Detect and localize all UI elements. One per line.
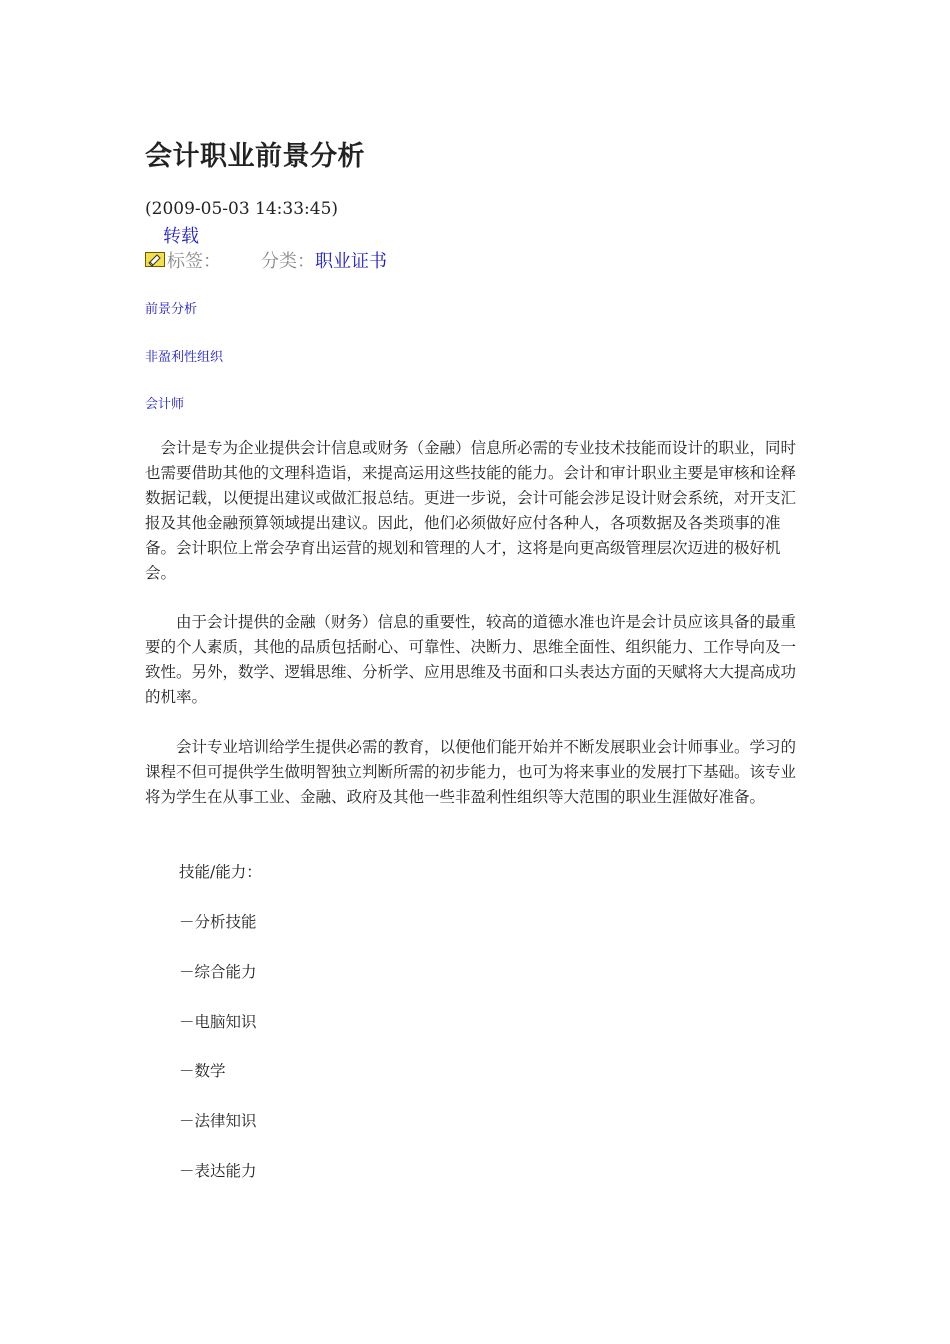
skills-heading: 技能/能力：	[179, 863, 262, 881]
skill-item: －电脑知识	[179, 1013, 257, 1031]
category-label: 分类：	[261, 251, 315, 272]
skill-item: －综合能力	[179, 963, 257, 981]
paragraph-3: 会计专业培训给学生提供必需的教育，以便他们能开始并不断发展职业会计师事业。学习的课程不但可提供学生做明智独立判断所需的初步能力，也可为将来事业的发展打下基础。该专业将为学生在从事工业、金融、政府及其他一些非盈利性组织等大范围的职业生涯做好准备。	[145, 738, 797, 806]
tag-link-accountant[interactable]: 会计师	[145, 397, 185, 412]
skill-item: －法律知识	[179, 1112, 257, 1130]
skill-item: －表达能力	[179, 1162, 257, 1180]
paragraph-1: 会计是专为企业提供会计信息或财务（金融）信息所必需的专业技术技能而设计的职业，同时也需要借助其他的文理科造诣，来提高运用这些技能的能力。会计和审计职业主要是审核和诠释数据记载，以便提出建议或做汇报总结。更进一步说，会计可能会涉足设计财会系统，对开支汇报及其他金融预算领域提出建议。因此，他们必须做好应付各种人，各项数据及各类琐事的准备。会计职位上常会孕育出运营的规划和管理的人才，这将是向更高级管理层次迈进的极好机会。	[145, 439, 797, 582]
tag-icon	[145, 251, 165, 266]
post-date: (2009-05-03 14:33:45)	[145, 199, 339, 219]
tag-link-prospect-analysis[interactable]: 前景分析	[145, 302, 198, 317]
meta-row	[145, 247, 387, 273]
article-title: 会计职业前景分析	[145, 141, 365, 172]
skill-item: －数学	[179, 1062, 226, 1080]
tag-link-nonprofit[interactable]: 非盈利性组织	[145, 350, 224, 365]
paragraph-2: 由于会计提供的金融（财务）信息的重要性，较高的道德水准也许是会计员应该具备的最重要的个人素质，其他的品质包括耐心、可靠性、决断力、思维全面性、组织能力、工作导向及一致性。另外，数学、逻辑思维、分析学、应用思维及书面和口头表达方面的天赋将大大提高成功的机率。	[145, 613, 797, 706]
category-link[interactable]: 职业证书	[315, 251, 387, 272]
tags-label: 标签：	[167, 251, 221, 272]
skill-item: －分析技能	[179, 913, 257, 931]
reprint-link[interactable]: 转载	[163, 226, 199, 247]
